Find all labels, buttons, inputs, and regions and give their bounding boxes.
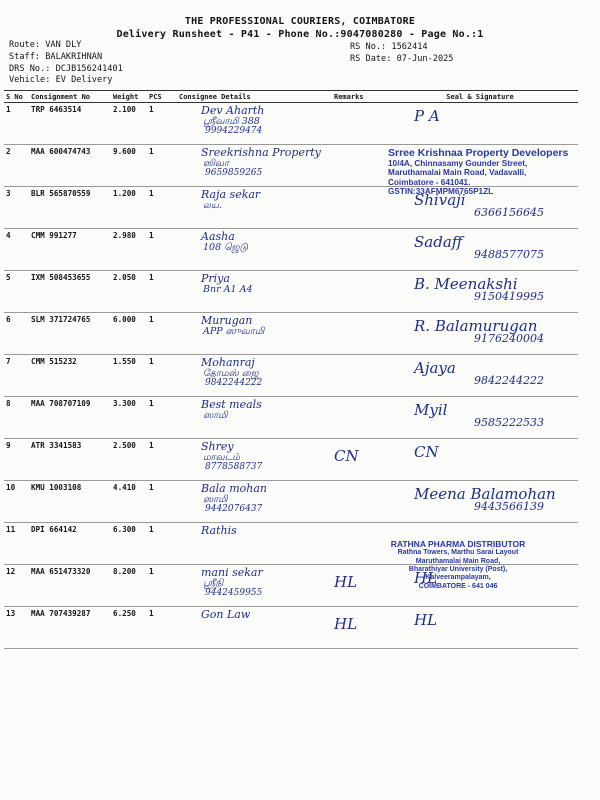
row-seal-signature <box>382 481 578 523</box>
row-consignment: BLR 565870559 <box>29 187 111 229</box>
row-consignment: KMU 1003108 <box>29 481 111 523</box>
row-sno: 1 <box>4 103 29 145</box>
table-row <box>4 397 578 439</box>
row-consignee-details <box>177 229 332 271</box>
handwritten-detail: மாவடம் <box>203 451 240 463</box>
row-weight: 2.980 <box>111 229 147 271</box>
row-consignment: ATR 3341583 <box>29 439 111 481</box>
handwritten-remark: CN <box>334 447 359 465</box>
route-label: Route: VAN DLY <box>9 40 82 50</box>
row-consignment: MAA 600474743 <box>29 145 111 187</box>
row-pcs: 1 <box>147 229 177 271</box>
runsheet-table <box>4 90 578 649</box>
handwritten-detail: Rathis <box>201 524 237 537</box>
row-seal-signature <box>382 229 578 271</box>
row-remarks <box>332 355 382 397</box>
stamp-line: Bharathiyar University (Post), <box>408 565 508 573</box>
row-remarks <box>332 103 382 145</box>
row-weight: 1.200 <box>111 187 147 229</box>
row-sno: 9 <box>4 439 29 481</box>
table-row <box>4 565 578 607</box>
handwritten-detail: 9442076437 <box>205 503 263 514</box>
row-weight: 8.200 <box>111 565 147 607</box>
handwritten-detail: ஸாமி <box>203 409 228 421</box>
row-consignment: MAA 708707109 <box>29 397 111 439</box>
handwritten-detail: ஸாமி <box>203 493 228 505</box>
row-sno: 11 <box>4 523 29 565</box>
row-remarks <box>332 481 382 523</box>
table-row <box>4 355 578 397</box>
row-consignee-details <box>177 523 332 565</box>
row-consignee-details <box>177 565 332 607</box>
row-consignment: CMM 515232 <box>29 355 111 397</box>
handwritten-detail: Gon Law <box>201 608 251 621</box>
row-remarks <box>332 523 382 565</box>
row-pcs: 1 <box>147 397 177 439</box>
row-sno: 13 <box>4 607 29 649</box>
stamp-line: Srree Krishnaa Property Developers <box>388 147 569 159</box>
handwritten-detail: mani sekar <box>201 566 263 579</box>
drs-label: DRS No.: DCJB156241401 <box>9 64 123 74</box>
row-pcs: 1 <box>147 565 177 607</box>
handwritten-detail: ஸ்ரீநி <box>203 577 224 589</box>
row-weight: 3.300 <box>111 397 147 439</box>
row-pcs: 1 <box>147 607 177 649</box>
row-seal-signature <box>382 187 578 229</box>
rs-date: RS Date: 07-Jun-2025 <box>350 54 454 64</box>
row-sno: 3 <box>4 187 29 229</box>
row-remarks <box>332 439 382 481</box>
row-sno: 6 <box>4 313 29 355</box>
table-row <box>4 145 578 187</box>
row-consignment: TRP 6463514 <box>29 103 111 145</box>
row-consignment: IXM 508453655 <box>29 271 111 313</box>
handwritten-detail: Bala mohan <box>201 482 267 495</box>
handwritten-signature: 9150419995 <box>474 289 544 303</box>
handwritten-detail: Dev Aharth <box>201 104 265 117</box>
handwritten-signature: Myil <box>414 401 448 419</box>
row-sno: 8 <box>4 397 29 439</box>
handwritten-detail: 9659859265 <box>205 167 263 178</box>
row-weight: 2.050 <box>111 271 147 313</box>
row-seal-signature <box>382 355 578 397</box>
rs-number: RS No.: 1562414 <box>350 42 428 52</box>
handwritten-signature: HL <box>414 569 438 587</box>
handwritten-signature: 6366156645 <box>474 205 544 219</box>
row-pcs: 1 <box>147 481 177 523</box>
handwritten-signature: 9585222533 <box>474 415 544 429</box>
handwritten-detail: 108 ஜெடு <box>203 241 248 253</box>
row-seal-signature <box>382 565 578 607</box>
table-row <box>4 229 578 271</box>
row-weight: 2.500 <box>111 439 147 481</box>
handwritten-detail: Bnr A1 A4 <box>203 283 253 295</box>
row-seal-signature <box>382 397 578 439</box>
handwritten-detail: லய. <box>203 199 223 211</box>
row-sno: 2 <box>4 145 29 187</box>
row-remarks <box>332 229 382 271</box>
row-remarks <box>332 313 382 355</box>
col-consignment: Consignment No <box>29 91 111 103</box>
handwritten-detail: 9994229474 <box>205 125 263 136</box>
handwritten-signature: R. Balamurugan <box>414 317 538 335</box>
row-consignee-details <box>177 271 332 313</box>
row-consignment: CMM 991277 <box>29 229 111 271</box>
handwritten-detail: 8778588737 <box>205 461 263 472</box>
row-sno: 10 <box>4 481 29 523</box>
table-row <box>4 187 578 229</box>
stamp-line: COIMBATORE - 641 046 <box>418 582 498 590</box>
handwritten-signature: P A <box>414 107 440 125</box>
runsheet-subtitle: Delivery Runsheet - P41 - Phone No.:9047080280 - Page No.:1 <box>116 29 484 40</box>
row-seal-signature <box>382 313 578 355</box>
handwritten-signature: Shivaji <box>414 191 466 209</box>
handwritten-signature: HL <box>414 611 438 629</box>
stamp-line: Maruthamalai Main Road, Vadavalli, <box>388 168 527 178</box>
table-row <box>4 313 578 355</box>
row-pcs: 1 <box>147 187 177 229</box>
handwritten-signature: Meena Balamohan <box>414 485 556 503</box>
table-row <box>4 523 578 565</box>
row-seal-signature <box>382 607 578 649</box>
row-remarks <box>332 607 382 649</box>
row-remarks <box>332 187 382 229</box>
handwritten-signature: Ajaya <box>414 359 456 377</box>
handwritten-detail: Mohanraj <box>201 356 255 369</box>
stamp-line: RATHNA PHARMA DISTRIBUTOR <box>390 539 526 549</box>
handwritten-signature: B. Meenakshi <box>414 275 518 293</box>
handwritten-detail: ஸ்ரீவாமி 388 <box>203 115 260 127</box>
row-consignee-details <box>177 355 332 397</box>
row-consignee-details <box>177 313 332 355</box>
handwritten-remark: HL <box>334 573 358 591</box>
stamp-line: Rathna Towers, Marthu Sarai Layout <box>397 549 519 557</box>
col-remarks: Remarks <box>332 91 382 103</box>
row-weight: 6.250 <box>111 607 147 649</box>
handwritten-signature: 9488577075 <box>474 247 544 261</box>
row-seal-signature <box>382 103 578 145</box>
handwritten-signature: CN <box>414 443 439 461</box>
handwritten-detail: Murugan <box>201 314 253 327</box>
row-seal-signature <box>382 439 578 481</box>
stamp-line: Maruthamalai Main Road, <box>415 557 501 565</box>
handwritten-detail: 9442459955 <box>205 587 263 598</box>
row-remarks <box>332 271 382 313</box>
row-consignee-details <box>177 607 332 649</box>
row-consignee-details <box>177 187 332 229</box>
row-consignment: MAA 707439287 <box>29 607 111 649</box>
row-consignee-details <box>177 103 332 145</box>
row-sno: 4 <box>4 229 29 271</box>
row-weight: 6.000 <box>111 313 147 355</box>
row-sno: 12 <box>4 565 29 607</box>
handwritten-signature: 9176240004 <box>474 331 544 345</box>
row-pcs: 1 <box>147 313 177 355</box>
row-remarks <box>332 145 382 187</box>
row-remarks <box>332 565 382 607</box>
handwritten-detail: 9842244222 <box>205 377 263 388</box>
row-pcs: 1 <box>147 271 177 313</box>
table-row <box>4 271 578 313</box>
table-header-row <box>4 91 578 103</box>
col-sno: S No <box>4 91 29 103</box>
handwritten-signature: 9842244222 <box>474 373 544 387</box>
row-remarks <box>332 397 382 439</box>
handwritten-detail: Shrey <box>201 440 234 453</box>
row-weight: 1.550 <box>111 355 147 397</box>
company-title: THE PROFESSIONAL COURIERS, COIMBATORE <box>184 16 416 27</box>
stamp-line: 10/4A, Chinnasamy Gounder Street, <box>388 159 528 169</box>
row-consignee-details <box>177 439 332 481</box>
row-seal-signature <box>382 271 578 313</box>
table-row <box>4 103 578 145</box>
col-weight: Weight <box>111 91 147 103</box>
handwritten-detail: Raja sekar <box>201 188 261 201</box>
staff-label: Staff: BALAKRIHNAN <box>9 52 103 62</box>
handwritten-detail: Sreekrishna Property <box>201 146 321 159</box>
handwritten-detail: ஸிவா <box>203 157 229 169</box>
row-weight: 2.100 <box>111 103 147 145</box>
row-consignee-details <box>177 397 332 439</box>
row-pcs: 1 <box>147 355 177 397</box>
row-weight: 4.410 <box>111 481 147 523</box>
row-pcs: 1 <box>147 103 177 145</box>
row-pcs: 1 <box>147 439 177 481</box>
vehicle-label: Vehicle: EV Delivery <box>9 75 113 85</box>
row-consignment: DPI 664142 <box>29 523 111 565</box>
col-pcs: PCS <box>147 91 177 103</box>
table-row <box>4 607 578 649</box>
stamp-line: Coimbatore - 641041. <box>388 177 471 187</box>
handwritten-signature: 9443566139 <box>474 499 544 513</box>
row-consignee-details <box>177 145 332 187</box>
stamp-line: GSTIN:33AFMPM6765P1ZL <box>388 187 494 197</box>
row-consignment: SLM 371724765 <box>29 313 111 355</box>
row-sno: 5 <box>4 271 29 313</box>
handwritten-signature: Sadaff <box>414 233 463 251</box>
handwritten-detail: Priya <box>201 272 230 285</box>
handwritten-remark: HL <box>334 615 358 633</box>
stamp-line: Kalveerampalayam, <box>425 574 491 582</box>
row-consignment: MAA 651473320 <box>29 565 111 607</box>
handwritten-detail: தோமஸ் ஜை <box>203 367 259 379</box>
row-pcs: 1 <box>147 523 177 565</box>
row-weight: 6.300 <box>111 523 147 565</box>
handwritten-detail: Best meals <box>201 398 262 411</box>
handwritten-detail: Aasha <box>201 230 235 243</box>
row-consignee-details <box>177 481 332 523</box>
handwritten-detail: APP ஸுவாமி <box>203 325 265 337</box>
col-consignee: Consignee Details <box>177 91 332 103</box>
table-row <box>4 439 578 481</box>
row-pcs: 1 <box>147 145 177 187</box>
row-sno: 7 <box>4 355 29 397</box>
col-seal: Seal & Signature <box>382 91 578 103</box>
row-seal-signature <box>382 145 578 197</box>
table-row <box>4 481 578 523</box>
row-weight: 9.600 <box>111 145 147 187</box>
